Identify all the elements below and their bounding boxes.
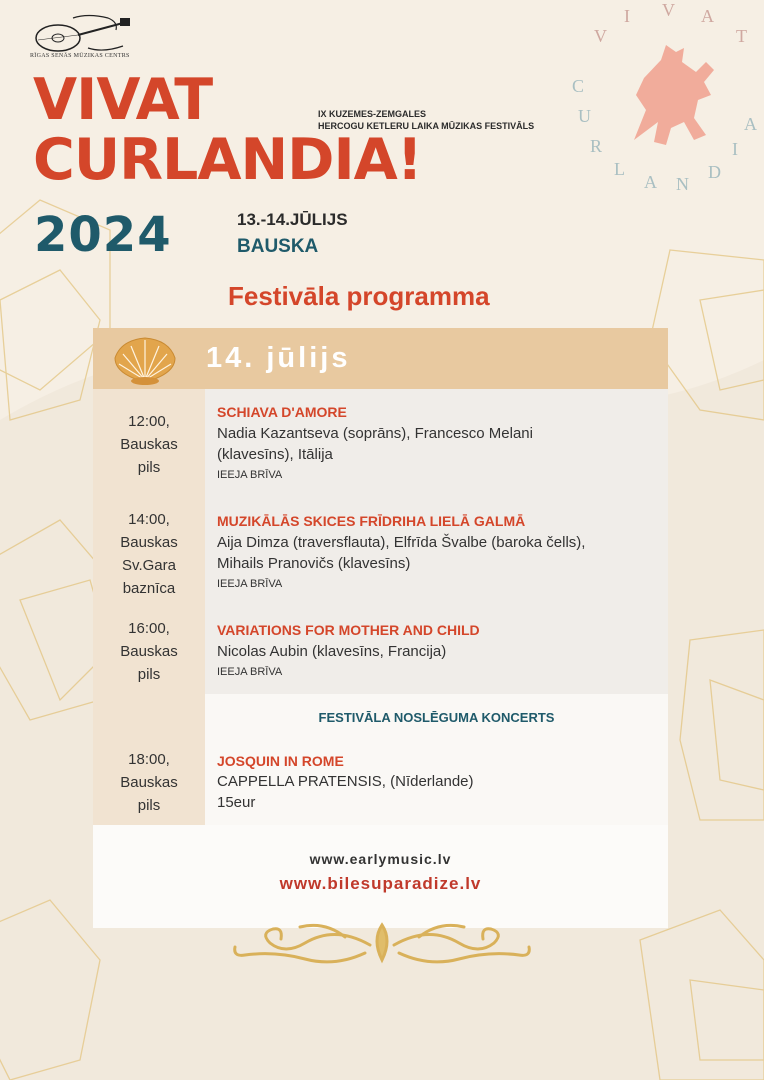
program-title: Festivāla programma [228, 281, 490, 311]
organizer-logo-text: RĪGAS SENĀS MŪZIKAS CENTRS [30, 53, 130, 59]
event-time: 16:00, [128, 620, 170, 637]
event-title: JOSQUIN IN ROME [217, 753, 344, 769]
festival-dates: 13.-14.JŪLIJS [237, 210, 348, 229]
event-place: Bauskas [120, 534, 178, 551]
ornament-flourish-icon [225, 915, 540, 973]
lion-emblem-icon [566, 0, 764, 200]
event-title: MUZIKĀLĀS SKICES FRĪDRIHA LIELĀ GALMĀ [217, 513, 526, 529]
event-performers [217, 532, 657, 574]
festival-title-line1: VIVAT [33, 67, 213, 133]
performers-line: Mihails Pranovičs (klavesīns) [217, 555, 411, 572]
event-place: pils [137, 459, 161, 476]
emblem-letter: V [594, 26, 607, 46]
emblem-letter: L [614, 159, 625, 179]
day-band [93, 328, 668, 389]
emblem-letter: D [708, 162, 721, 182]
event-performers [217, 771, 657, 792]
performers-line: CAPPELLA PRATENSIS, (Nīderlande) [217, 773, 474, 790]
event-time-place [93, 508, 205, 600]
event-place: pils [137, 797, 161, 814]
event-performers [217, 641, 657, 662]
event-place: baznīca [122, 580, 176, 597]
emblem-letter: I [624, 6, 630, 26]
tickets-link[interactable]: www.bilesuparadize.lv [279, 874, 482, 893]
emblem-letter: N [676, 174, 689, 194]
event-time-place [93, 748, 205, 817]
event-price: 15eur [217, 794, 256, 811]
performers-line: (klavesīns), Itālija [217, 446, 333, 463]
website-link[interactable]: www.earlymusic.lv [309, 851, 452, 867]
closing-concert-label: FESTIVĀLA NOSLĒGUMA KONCERTS [318, 710, 555, 725]
emblem-letter: V [662, 0, 675, 20]
event-time: 12:00, [128, 413, 170, 430]
emblem-letter: A [744, 114, 757, 134]
event-time-place [93, 410, 205, 479]
event-admission: IEEJA BRĪVA [217, 469, 283, 481]
shell-icon [111, 334, 179, 386]
event-place: Bauskas [120, 643, 178, 660]
event-title: VARIATIONS FOR MOTHER AND CHILD [217, 622, 480, 638]
emblem-letter: A [701, 6, 714, 26]
performers-line: Nicolas Aubin (klavesīns, Francija) [217, 643, 447, 660]
festival-subtitle-line2: HERCOGU KETLERU LAIKA MŪZIKAS FESTIVĀLS [318, 121, 535, 131]
program-panel [93, 328, 668, 928]
event-time: 14:00, [128, 511, 170, 528]
event-title: SCHIAVA D'AMORE [217, 404, 347, 420]
event-performers [217, 423, 657, 465]
festival-city: BAUSKA [237, 236, 319, 257]
event-time-place [93, 617, 205, 686]
event-place: Bauskas [120, 774, 178, 791]
emblem-letter: T [736, 26, 747, 46]
event-admission: IEEJA BRĪVA [217, 666, 283, 678]
festival-subtitle-line1: IX KUZEMES-ZEMGALES [318, 109, 427, 119]
day-label: 14. jūlijs [206, 342, 351, 374]
emblem-letter: I [732, 139, 738, 159]
emblem-letter: A [644, 172, 657, 192]
event-place: pils [137, 666, 161, 683]
festival-subtitle [318, 108, 534, 132]
event-admission: IEEJA BRĪVA [217, 578, 283, 590]
event-place: Sv.Gara [122, 557, 176, 574]
event-time: 18:00, [128, 751, 170, 768]
festival-year: 2024 [34, 207, 172, 263]
event-place: Bauskas [120, 436, 178, 453]
performers-line: Aija Dimza (traversflauta), Elfrīda Švalbe (baroka čells), [217, 534, 586, 551]
emblem-letter: R [590, 136, 603, 156]
emblem-letter: U [578, 106, 591, 126]
festival-title-line2: CURLANDIA! [33, 127, 422, 193]
performers-line: Nadia Kazantseva (soprāns), Francesco Melani [217, 425, 533, 442]
emblem-letter: C [572, 76, 585, 96]
